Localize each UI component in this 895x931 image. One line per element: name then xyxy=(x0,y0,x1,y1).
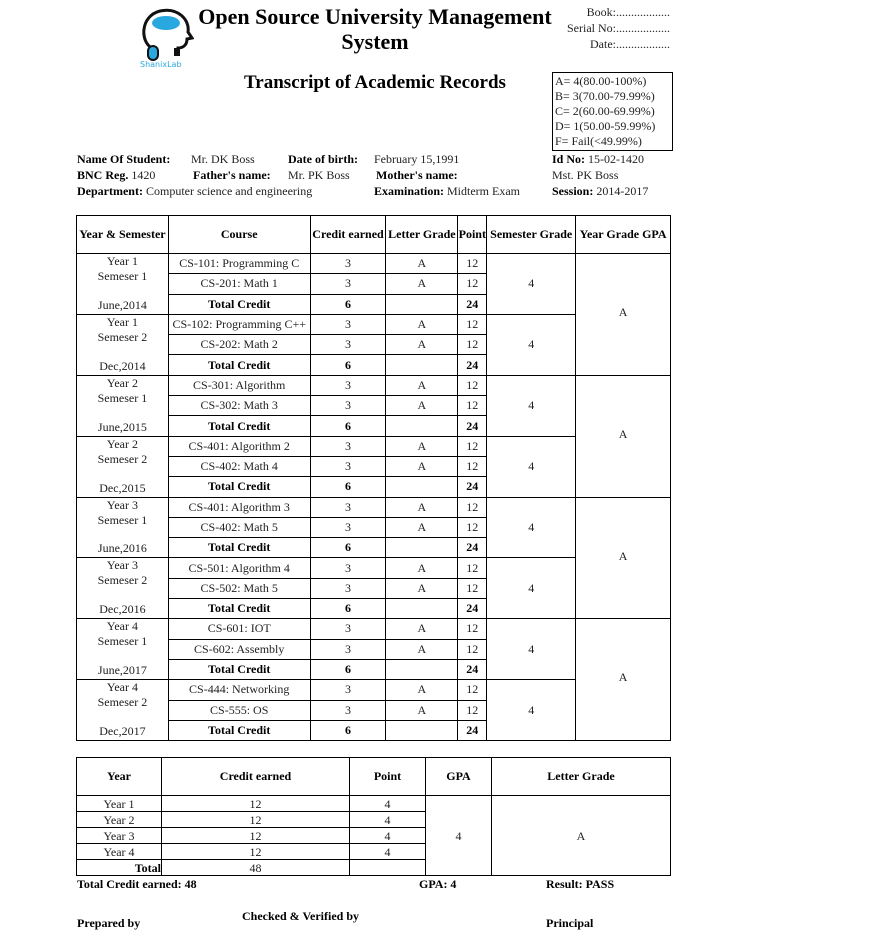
summary-credit: 12 xyxy=(162,812,350,828)
course-name: CS-602: Assembly xyxy=(168,639,310,659)
semester-grade: 4 xyxy=(487,680,576,741)
total-credit-label: Total Credit xyxy=(168,599,310,619)
point: 12 xyxy=(458,456,487,476)
total-point-value: 24 xyxy=(458,355,487,375)
course-name: CS-401: Algorithm 2 xyxy=(168,436,310,456)
semester-grade: 4 xyxy=(487,254,576,315)
letter-grade: A xyxy=(386,517,458,537)
letter-grade: A xyxy=(386,497,458,517)
semester-label: Semeser 1 xyxy=(97,512,148,527)
semester-grade: 4 xyxy=(487,436,576,497)
letter-grade: A xyxy=(386,700,458,720)
empty-cell xyxy=(386,294,458,314)
semester-date: Dec,2015 xyxy=(99,480,146,495)
total-point-value: 24 xyxy=(458,720,487,740)
summary-point: 4 xyxy=(350,796,426,812)
year-grade-gpa: A xyxy=(576,254,671,376)
year-semester-cell xyxy=(77,497,169,558)
total-credit-label: Total Credit xyxy=(168,294,310,314)
col-year-gpa: Year Grade GPA xyxy=(576,216,671,254)
year-label: Year 4 xyxy=(106,619,138,634)
transcript-title: Transcript of Academic Records xyxy=(244,72,506,93)
semester-grade: 4 xyxy=(487,375,576,436)
semester-label: Semeser 1 xyxy=(97,390,148,405)
total-credit-value: 6 xyxy=(310,294,386,314)
summary-gpa: 4 xyxy=(426,796,492,876)
point: 12 xyxy=(458,396,487,416)
total-point-value: 24 xyxy=(458,659,487,679)
letter-grade: A xyxy=(386,436,458,456)
credit-earned: 3 xyxy=(310,680,386,700)
semester-label: Semeser 2 xyxy=(97,329,148,344)
course-name: CS-102: Programming C++ xyxy=(168,314,310,334)
point: 12 xyxy=(458,619,487,639)
semester-grade: 4 xyxy=(487,619,576,680)
empty-cell xyxy=(386,720,458,740)
serial-field: Serial No:.................. xyxy=(567,21,670,35)
book-field: Book:.................. xyxy=(586,5,670,19)
summary-point: 4 xyxy=(350,812,426,828)
semester-date: June,2015 xyxy=(97,419,147,434)
year-label: Year 1 xyxy=(106,314,138,329)
point: 12 xyxy=(458,497,487,517)
total-credit-value: 6 xyxy=(310,355,386,375)
point: 12 xyxy=(458,274,487,294)
date-field: Date:.................. xyxy=(590,37,670,51)
col-course: Course xyxy=(168,216,310,254)
point: 12 xyxy=(458,335,487,355)
point: 12 xyxy=(458,639,487,659)
result: Result: PASS xyxy=(546,877,615,891)
grade-scale xyxy=(552,72,673,151)
year-grade-gpa: A xyxy=(576,619,671,741)
course-name: CS-601: IOT xyxy=(168,619,310,639)
summary-credit: 12 xyxy=(162,844,350,860)
point: 12 xyxy=(458,254,487,274)
year-semester-cell xyxy=(77,680,169,741)
letter-grade: A xyxy=(386,335,458,355)
principal: Principal xyxy=(546,916,594,930)
credit-earned: 3 xyxy=(310,456,386,476)
course-name: CS-555: OS xyxy=(168,700,310,720)
grade-scale-item: B= 3(70.00-79.99%) xyxy=(555,89,655,103)
mother-label: Mother's name: xyxy=(376,168,458,182)
credit-earned: 3 xyxy=(310,396,386,416)
total-credit-value: 6 xyxy=(310,538,386,558)
summary-point: 4 xyxy=(350,828,426,844)
sum-col-gpa: GPA xyxy=(426,758,492,796)
letter-grade: A xyxy=(386,578,458,598)
point: 12 xyxy=(458,517,487,537)
semester-date: Dec,2017 xyxy=(99,724,146,739)
total-credit-value: 6 xyxy=(310,477,386,497)
total-credit-value: 6 xyxy=(310,599,386,619)
credit-earned: 3 xyxy=(310,274,386,294)
credit-earned: 3 xyxy=(310,517,386,537)
mother-name: Mst. PK Boss xyxy=(552,168,619,182)
summary-total-label: Total xyxy=(77,860,162,876)
total-point-value: 24 xyxy=(458,416,487,436)
empty-cell xyxy=(386,599,458,619)
point: 12 xyxy=(458,375,487,395)
total-credit-label: Total Credit xyxy=(168,659,310,679)
course-row xyxy=(77,497,671,517)
credit-earned: 3 xyxy=(310,497,386,517)
dob: February 15,1991 xyxy=(374,152,460,166)
course-row xyxy=(77,254,671,274)
credit-earned: 3 xyxy=(310,558,386,578)
semester-date: June,2014 xyxy=(97,297,147,312)
credit-earned: 3 xyxy=(310,578,386,598)
course-name: CS-444: Networking xyxy=(168,680,310,700)
transcript-table xyxy=(76,215,671,741)
grade-scale-item: C= 2(60.00-69.99%) xyxy=(555,104,655,118)
total-credit-label: Total Credit xyxy=(168,538,310,558)
total-credit-earned: Total Credit earned: 48 xyxy=(77,877,197,891)
sum-col-year: Year xyxy=(77,758,162,796)
course-name: CS-502: Math 5 xyxy=(168,578,310,598)
checked-verified-by: Checked & Verified by xyxy=(242,909,359,923)
summary-header-row xyxy=(77,758,671,796)
year-label: Year 3 xyxy=(106,497,138,512)
course-name: CS-101: Programming C xyxy=(168,254,310,274)
overall-gpa: GPA: 4 xyxy=(419,877,457,891)
semester-label: Semeser 1 xyxy=(97,269,148,283)
svg-text:ShanixLab: ShanixLab xyxy=(140,60,182,68)
semester-grade: 4 xyxy=(487,497,576,558)
empty-cell xyxy=(386,416,458,436)
point: 12 xyxy=(458,436,487,456)
summary-year: Year 1 xyxy=(77,796,162,812)
department: Department: Computer science and engineering xyxy=(77,184,313,198)
sum-col-letter: Letter Grade xyxy=(492,758,671,796)
year-semester-cell xyxy=(77,375,169,436)
semester-label: Semeser 1 xyxy=(97,634,148,649)
total-credit-value: 6 xyxy=(310,720,386,740)
total-credit-label: Total Credit xyxy=(168,355,310,375)
letter-grade: A xyxy=(386,639,458,659)
year-grade-gpa: A xyxy=(576,375,671,497)
course-name: CS-201: Math 1 xyxy=(168,274,310,294)
letter-grade: A xyxy=(386,375,458,395)
total-credit-value: 6 xyxy=(310,659,386,679)
sum-col-point: Point xyxy=(350,758,426,796)
summary-table xyxy=(76,757,671,876)
year-semester-cell xyxy=(77,436,169,497)
examination: Examination: Midterm Exam xyxy=(374,184,520,198)
summary-row xyxy=(77,796,671,812)
year-semester-cell xyxy=(77,314,169,375)
year-label: Year 3 xyxy=(106,558,138,573)
col-point: Point xyxy=(458,216,487,254)
dob-label: Date of birth: xyxy=(288,152,358,166)
summary-year: Year 3 xyxy=(77,828,162,844)
credit-earned: 3 xyxy=(310,335,386,355)
empty-cell xyxy=(386,538,458,558)
semester-date: Dec,2016 xyxy=(99,602,146,617)
letter-grade: A xyxy=(386,456,458,476)
credit-earned: 3 xyxy=(310,375,386,395)
course-name: CS-301: Algorithm xyxy=(168,375,310,395)
semester-label: Semeser 2 xyxy=(97,451,148,466)
empty-cell xyxy=(386,477,458,497)
year-label: Year 1 xyxy=(106,254,138,268)
empty-cell xyxy=(386,659,458,679)
col-semester-grade: Semester Grade xyxy=(487,216,576,254)
father-name: Mr. PK Boss xyxy=(288,168,350,182)
total-point-value: 24 xyxy=(458,477,487,497)
col-year-semester: Year & Semester xyxy=(77,216,169,254)
total-point-value: 24 xyxy=(458,538,487,558)
total-point-value: 24 xyxy=(458,294,487,314)
total-credit-label: Total Credit xyxy=(168,720,310,740)
course-name: CS-402: Math 4 xyxy=(168,456,310,476)
course-row xyxy=(77,375,671,395)
page-title: Open Source University Management System xyxy=(198,4,552,54)
letter-grade: A xyxy=(386,680,458,700)
document-meta xyxy=(520,4,670,52)
letter-grade: A xyxy=(386,254,458,274)
table-header-row xyxy=(77,216,671,254)
summary-credit: 12 xyxy=(162,828,350,844)
semester-grade: 4 xyxy=(487,558,576,619)
summary-year: Year 4 xyxy=(77,844,162,860)
credit-earned: 3 xyxy=(310,639,386,659)
year-semester-cell xyxy=(77,619,169,680)
sum-col-credit: Credit earned xyxy=(162,758,350,796)
summary-point: 4 xyxy=(350,844,426,860)
year-label: Year 2 xyxy=(106,436,138,451)
semester-date: Dec,2014 xyxy=(99,358,146,373)
year-semester-cell xyxy=(77,254,169,315)
year-label: Year 4 xyxy=(106,680,138,695)
student-name: Mr. DK Boss xyxy=(191,152,255,166)
credit-earned: 3 xyxy=(310,619,386,639)
credit-earned: 3 xyxy=(310,436,386,456)
letter-grade: A xyxy=(386,619,458,639)
university-logo xyxy=(138,6,194,68)
total-credit-label: Total Credit xyxy=(168,416,310,436)
empty-cell xyxy=(386,355,458,375)
grade-scale-item: F= Fail(<49.99%) xyxy=(555,134,642,148)
semester-date: June,2017 xyxy=(97,663,147,678)
course-name: CS-401: Algorithm 3 xyxy=(168,497,310,517)
total-point-value: 24 xyxy=(458,599,487,619)
grade-scale-item: D= 1(50.00-59.99%) xyxy=(555,119,656,133)
bnc-reg: BNC Reg. 1420 xyxy=(77,168,156,182)
session: Session: 2014-2017 xyxy=(552,184,649,198)
course-row xyxy=(77,619,671,639)
prepared-by: Prepared by xyxy=(77,916,141,930)
empty-cell xyxy=(350,860,426,876)
point: 12 xyxy=(458,680,487,700)
letter-grade: A xyxy=(386,396,458,416)
summary-total-credit: 48 xyxy=(162,860,350,876)
credit-earned: 3 xyxy=(310,254,386,274)
course-name: CS-402: Math 5 xyxy=(168,517,310,537)
grade-scale-item: A= 4(80.00-100%) xyxy=(555,74,647,88)
credit-earned: 3 xyxy=(310,314,386,334)
course-name: CS-501: Algorithm 4 xyxy=(168,558,310,578)
col-credit: Credit earned xyxy=(310,216,386,254)
col-letter-grade: Letter Grade xyxy=(386,216,458,254)
year-semester-cell xyxy=(77,558,169,619)
point: 12 xyxy=(458,558,487,578)
summary-year: Year 2 xyxy=(77,812,162,828)
point: 12 xyxy=(458,700,487,720)
credit-earned: 3 xyxy=(310,700,386,720)
year-grade-gpa: A xyxy=(576,497,671,619)
point: 12 xyxy=(458,578,487,598)
semester-grade: 4 xyxy=(487,314,576,375)
total-credit-label: Total Credit xyxy=(168,477,310,497)
semester-label: Semeser 2 xyxy=(97,573,148,588)
summary-credit: 12 xyxy=(162,796,350,812)
letter-grade: A xyxy=(386,558,458,578)
course-name: CS-202: Math 2 xyxy=(168,335,310,355)
total-credit-value: 6 xyxy=(310,416,386,436)
id-no: Id No: 15-02-1420 xyxy=(552,152,645,166)
course-name: CS-302: Math 3 xyxy=(168,396,310,416)
summary-letter-grade: A xyxy=(492,796,671,876)
father-label: Father's name: xyxy=(193,168,271,182)
year-label: Year 2 xyxy=(106,375,138,390)
semester-label: Semeser 2 xyxy=(97,695,148,710)
letter-grade: A xyxy=(386,314,458,334)
point: 12 xyxy=(458,314,487,334)
letter-grade: A xyxy=(386,274,458,294)
student-name-label: Name Of Student: xyxy=(77,152,171,166)
semester-date: June,2016 xyxy=(97,541,147,556)
